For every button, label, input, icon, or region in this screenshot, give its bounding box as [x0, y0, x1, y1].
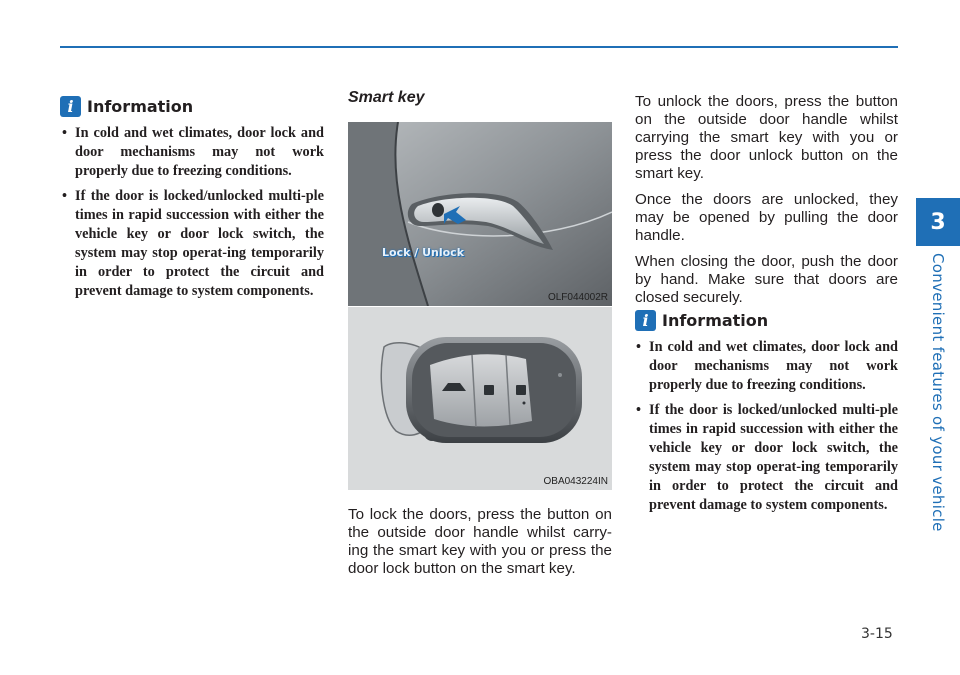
unlock-instructions	[635, 93, 898, 315]
smart-key-illustration	[348, 307, 612, 490]
header-rule	[60, 46, 898, 48]
info-bullet-list-left	[62, 124, 324, 307]
smart-key-figure	[348, 307, 612, 490]
info-icon: i	[60, 96, 81, 117]
body-paragraph: Once the doors are unlocked, they may be opened by pulling the door handle.	[635, 191, 898, 244]
info-bullet-list-right	[636, 338, 898, 521]
chapter-side-title: Convenient features of your vehicle	[929, 253, 947, 532]
page-number: 3-15	[861, 626, 893, 642]
door-handle-illustration	[348, 122, 612, 306]
info-title: Information	[87, 97, 194, 116]
info-bullet: • In cold and wet climates, door lock and door mechanisms may not work properly due to freezing conditions.	[636, 338, 898, 395]
body-paragraph: When closing the door, push the door by hand. Make sure that doors are closed securely.	[635, 253, 898, 306]
chapter-number-tab: 3	[916, 198, 960, 246]
figure-caption: OLF044002R	[547, 292, 608, 303]
info-bullet: • In cold and wet climates, door lock and door mechanisms may not work properly due to freezing conditions.	[62, 124, 324, 181]
info-header-right	[635, 310, 768, 331]
figure-caption: OBA043224IN	[543, 476, 608, 487]
lock-instructions	[348, 506, 612, 586]
body-paragraph: To unlock the doors, press the button on the outside door handle whilst carrying the smart key with you or press the door unlock button on the smart key.	[635, 93, 898, 182]
info-bullet: • If the door is locked/unlocked multi-ple times in rapid succession with either the vehicle key or door lock switch, the system may stop operat-ing temporarily in order to protect the circuit and prevent damage to system components.	[62, 187, 324, 301]
info-bullet: • If the door is locked/unlocked multi-ple times in rapid succession with either the vehicle key or door lock switch, the system may stop operat-ing temporarily in order to protect the circuit and prevent damage to system components.	[636, 401, 898, 515]
section-title: Smart key	[348, 89, 425, 106]
door-handle-figure	[348, 122, 612, 306]
info-title: Information	[662, 311, 769, 330]
body-paragraph: To lock the doors, press the button on the outside door handle whilst carry-ing the smart key with you or press the door lock button on the smart key.	[348, 506, 612, 577]
info-icon: i	[635, 310, 656, 331]
info-header-left	[60, 96, 193, 117]
lock-unlock-label: Lock / Unlock	[382, 246, 465, 259]
